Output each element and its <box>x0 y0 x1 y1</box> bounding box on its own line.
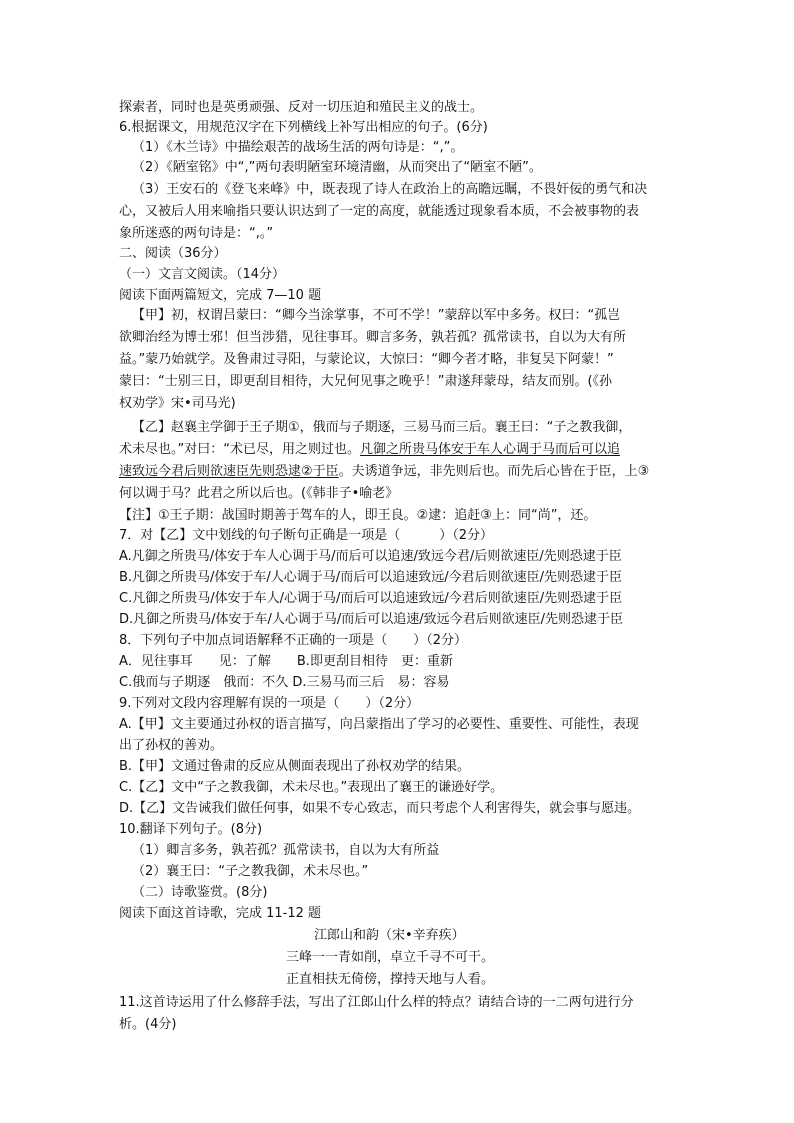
text-line: 心，又被后人用来喻指只要认识达到了一定的高度，就能透过现象看本质，不会被事物的表 <box>119 204 640 219</box>
passage-note: 【注】①王子期：战国时期善于驾车的人，即王良。②逮：追赶③上：同“尚”，还。 <box>119 508 597 523</box>
passage-b-line: 何以调于马？此君之所以后也。(《韩非子•喻老》 <box>119 486 399 501</box>
subsection-2-heading: （二）诗歌鉴赏。(8分) <box>132 885 268 900</box>
question-10-item-2: （2）襄王曰：“子之教我御，术未尽也。” <box>132 864 369 879</box>
passage-b-line <box>119 462 679 482</box>
passage-a-line: 益。”蒙乃始就学。及鲁肃过寻阳，与蒙论议，大惊曰：“卿今者才略，非复吴下阿蒙！” <box>119 352 614 367</box>
passage-a-line: 欲卿治经为博士邪！但当涉猎，见往事耳。卿言多务，孰若孤？孤常读书，自以为大有所 <box>119 330 627 345</box>
question-10-item-1: （1）卿言多务，孰若孤？孤常读书，自以为大有所益 <box>132 843 440 858</box>
passage-a-line: 【甲】初，权谓吕蒙曰：“卿今当涂掌事，不可不学！”蒙辞以军中多务。权曰：“孤岂 <box>132 308 621 323</box>
passage-b-text: 术未尽也。”对曰：“术已尽，用之则过也。 <box>119 442 360 457</box>
underlined-sentence: 速致远今君后则欲速臣先则恐逮②于臣 <box>119 464 339 479</box>
question-9-option-a: A.【甲】文主要通过孙权的语言描写，向吕蒙指出了学习的必要性、重要性、可能性，表现 <box>119 717 639 732</box>
question-7-option-d: D.凡御之所贵马/体安于车/人心调于马/而后可以追速/致远今君后则欲速臣/先则恐逮于臣 <box>119 612 624 627</box>
poem-line-1: 三峰一一青如削，卓立千寻不可干。 <box>286 950 495 965</box>
question-9-option-d: D.【乙】文告诫我们做任何事，如果不专心致志，而只考虑个人利害得失，就会事与愿违。 <box>119 801 641 816</box>
question-9-option-c: C.【乙】文中“子之教我御，术未尽也。”表现出了襄王的谦逊好学。 <box>119 780 504 795</box>
question-9-option-a-cont: 出了孙权的善劝。 <box>119 738 224 753</box>
passage-a-line: 权劝学》宋•司马光) <box>119 396 236 411</box>
question-7-option-b: B.凡御之所贵马/体安于车/人心调于马/而后可以追速致远/今君后则欲速臣/先则恐逮于臣 <box>119 570 622 585</box>
passage-b-text: 。夫诱道争远，非先则后也。而先后心皆在于臣，上③ <box>338 464 650 479</box>
poem-instruction: 阅读下面这首诗歌，完成 11-12 题 <box>119 906 322 921</box>
question-9-option-b: B.【甲】文通过鲁肃的反应从侧面表现出了孙权劝学的结果。 <box>119 759 471 774</box>
question-11-stem-cont: 析。(4分) <box>119 1017 177 1032</box>
poem-line-2: 正直相扶无倚傍，撑持天地与人看。 <box>286 972 495 987</box>
passage-a-line: 蒙曰：“士别三日，即更刮目相待，大兄何见事之晚乎！”肃遂拜蒙母，结友而别。(《孙 <box>119 374 613 389</box>
passage-b-line <box>119 440 679 460</box>
question-7-stem: 7．对【乙】文中划线的句子断句正确是一项是（ ）（2分） <box>119 528 494 543</box>
question-7-option-a: A.凡御之所贵马/体安于车人心调于马/而后可以追速/致远今君/后则欲速臣/先则恐逮于臣 <box>119 549 622 564</box>
question-9-stem: 9.下列对文段内容理解有误的一项是（ ）（2分） <box>119 696 420 711</box>
section-2-heading: 二、阅读（36分） <box>119 246 227 261</box>
question-11-stem: 11.这首诗运用了什么修辞手法，写出了江郎山什么样的特点？请结合诗的一二两句进行分 <box>119 995 634 1010</box>
poem-title: 江郎山和韵（宋•辛弃疾） <box>314 928 465 943</box>
question-8-options-ab: A．见往事耳 见：了解 B.即更刮目相待 更：重新 <box>119 654 453 669</box>
question-10-stem: 10.翻译下列句子。(8分) <box>119 822 263 837</box>
question-6-item-3: （3）王安石的《登飞来峰》中，既表现了诗人在政治上的高瞻远瞩，不畏奸佞的勇气和决 <box>132 182 648 197</box>
question-6-item-1: （1）《木兰诗》中描绘艰苦的战场生活的两句诗是：“,”。 <box>132 140 464 155</box>
reading-instruction: 阅读下面两篇短文，完成 7—10 题 <box>119 288 322 303</box>
question-8-options-cd: C.俄而与子期逐 俄而：不久 D.三易马而三后 易：容易 <box>119 675 450 690</box>
question-8-stem: 8．下列句子中加点词语解释不正确的一项是（ ）（2分） <box>119 633 468 648</box>
passage-b-line: 【乙】赵襄主学御于王子期①，俄而与子期逐，三易马而三后。襄王曰：“子之教我御， <box>132 420 632 435</box>
subsection-1-heading: （一）文言文阅读。（14分） <box>119 267 286 282</box>
question-6-heading: 6.根据课文，用规范汉字在下列横线上补写出相应的句子。(6分) <box>119 120 488 135</box>
question-7-option-c: C.凡御之所贵马/体安于车人/心调于马/而后可以追速致远/今君后则欲速臣/先则恐逮于臣 <box>119 591 623 606</box>
question-6-item-2: （2）《陋室铭》中“,”两句表明陋室环境清幽，从而突出了“陋室不陋”。 <box>132 160 542 175</box>
text-line: 探索者，同时也是英勇顽强、反对一切压迫和殖民主义的战士。 <box>119 100 484 115</box>
text-line: 象所迷惑的两句诗是：“,。” <box>119 226 274 241</box>
underlined-sentence: 凡御之所贵马体安于车人心调于马而后可以追 <box>359 442 620 457</box>
